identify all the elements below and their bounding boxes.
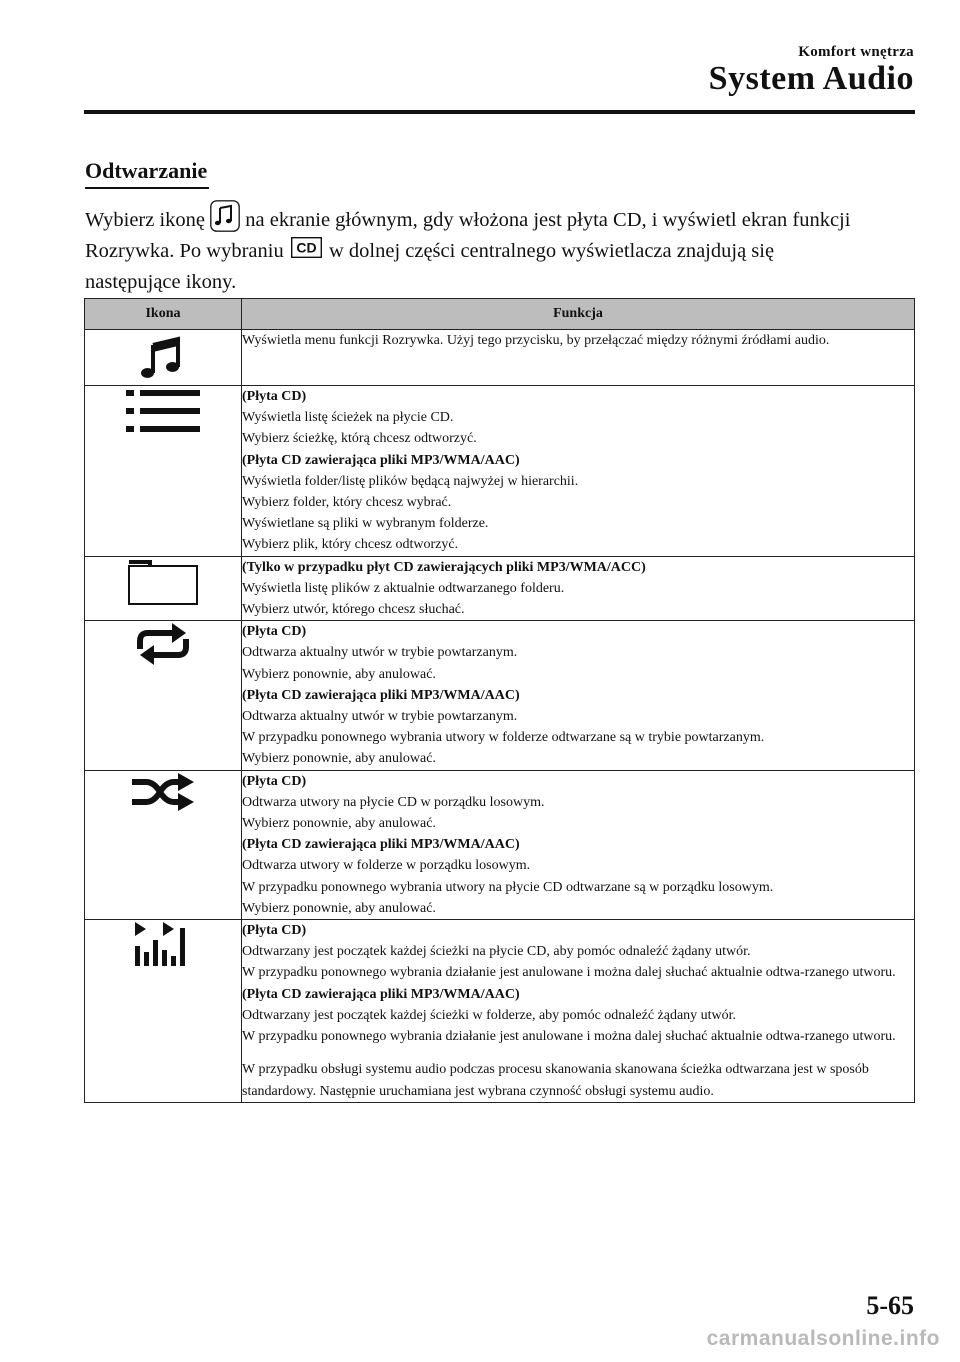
icon-column-header: Ikona: [85, 299, 242, 330]
music-note-icon: [138, 330, 188, 380]
description-cell: [242, 770, 915, 919]
table-row: [85, 770, 915, 919]
shuffle-icon: [128, 771, 198, 815]
intro-text-2a: Rozrywka. Po wybraniu: [85, 240, 289, 262]
description-cell: [242, 920, 915, 1103]
description-line: Wybierz utwór, którego chcesz słuchać.: [242, 602, 465, 618]
section-title: Odtwarzanie: [85, 158, 208, 183]
table-row: [85, 386, 915, 557]
watermark: carmanualsonline.info: [706, 1327, 940, 1350]
description-line: Wyświetla listę ścieżek na płycie CD.: [242, 410, 454, 426]
description-line: Wybierz ponownie, aby anulować.: [242, 900, 436, 916]
music-note-inline-icon: [210, 200, 240, 232]
repeat-icon: [130, 621, 196, 667]
description-heading: (Płyta CD zawierająca pliki MP3/WMA/AAC): [242, 986, 520, 1002]
header-rule: [84, 110, 915, 114]
description-line: W przypadku ponownego wybrania działanie jest anulowane i można dalej słuchać aktualnie odtwa-rzanego utworu.: [242, 1029, 896, 1045]
icon-cell: [85, 556, 242, 621]
description-line: Wybierz ponownie, aby anulować.: [242, 751, 436, 767]
description-cell: [242, 386, 915, 557]
description-heading: (Tylko w przypadku płyt CD zawierających pliki MP3/WMA/ACC): [242, 559, 646, 575]
intro-text-3: następujące ikony.: [85, 271, 237, 293]
description-line: Odtwarzany jest początek każdej ścieżki w folderze, aby pomóc odnaleźć żądany utwór.: [242, 1007, 737, 1023]
intro-text-2b: w dolnej części centralnego wyświetlacza znajdują się: [323, 240, 775, 262]
description-line: Wyświetla menu funkcji Rozrywka. Użyj tego przycisku, by przełączać między różnymi źródłami audio.: [242, 333, 830, 348]
table-row: [85, 920, 915, 1103]
description-heading: (Płyta CD): [242, 773, 307, 789]
table-row: [85, 556, 915, 621]
intro-text-1a: Wybierz ikonę: [85, 209, 211, 231]
table-row: [85, 621, 915, 770]
icon-cell: [85, 621, 242, 770]
chapter-subtitle: Komfort wnętrza: [798, 44, 914, 60]
scan-note: W przypadku obsługi systemu audio podczas procesu skanowania skanowana ścieżka odtwarzana jest w sposób standardowy. Następnie uruchamiana jest wybrana czynność obsługi systemu audio.: [242, 1062, 869, 1099]
description-line: W przypadku ponownego wybrania działanie jest anulowane i można dalej słuchać aktualnie odtwa-rzanego utworu.: [242, 965, 896, 981]
icon-cell: [85, 770, 242, 919]
cd-inline-icon: [291, 237, 322, 258]
description-line: Wyświetlane są pliki w wybranym folderze.: [242, 516, 489, 532]
description-line: Wybierz ścieżkę, którą chcesz odtworzyć.: [242, 431, 477, 447]
description-heading: (Płyta CD zawierająca pliki MP3/WMA/AAC): [242, 452, 520, 468]
description-cell: [242, 621, 915, 770]
intro-text-1b: na ekranie głównym, gdy włożona jest płyta CD, i wyświetl ekran funkcji: [240, 209, 851, 231]
description-line: Wybierz folder, który chcesz wybrać.: [242, 495, 452, 511]
section-title-underline: [85, 187, 209, 189]
scan-icon: [133, 920, 193, 968]
function-table: [84, 298, 915, 1103]
icon-cell: [85, 330, 242, 386]
chapter-title: System Audio: [708, 60, 914, 97]
table-row: [85, 330, 915, 386]
function-column-header: Funkcja: [242, 299, 915, 330]
description-line: Wybierz ponownie, aby anulować.: [242, 666, 436, 682]
page-number: 5-65: [866, 1291, 914, 1320]
description-line: Odtwarza aktualny utwór w trybie powtarzanym.: [242, 645, 518, 661]
description-heading: (Płyta CD): [242, 923, 307, 939]
list-icon: [122, 386, 204, 436]
description-heading: (Płyta CD): [242, 389, 307, 404]
description-line: W przypadku ponownego wybrania utwory na płycie CD odtwarzane są w porządku losowym.: [242, 879, 774, 895]
intro-paragraph: [85, 200, 920, 298]
cd-icon-label: CD: [296, 239, 317, 256]
description-heading: (Płyta CD zawierająca pliki MP3/WMA/AAC): [242, 687, 520, 703]
description-cell: [242, 330, 915, 386]
description-line: Odtwarza utwory w folderze w porządku losowym.: [242, 858, 531, 874]
description-line: Odtwarza aktualny utwór w trybie powtarzanym.: [242, 709, 518, 725]
description-line: Odtwarza utwory na płycie CD w porządku losowym.: [242, 794, 545, 810]
icon-cell: [85, 386, 242, 557]
description-line: Odtwarzany jest początek każdej ścieżki na płycie CD, aby pomóc odnaleźć żądany utwór.: [242, 944, 751, 960]
description-line: W przypadku ponownego wybrania utwory w folderze odtwarzane są w trybie powtarzanym.: [242, 730, 765, 746]
icon-cell: [85, 920, 242, 1103]
description-line: Wybierz plik, który chcesz odtworzyć.: [242, 537, 459, 553]
description-line: Wyświetla folder/listę plików będącą najwyżej w hierarchii.: [242, 473, 579, 489]
description-line: Wybierz ponownie, aby anulować.: [242, 816, 436, 832]
folder-icon: [126, 557, 200, 607]
description-cell: [242, 556, 915, 621]
description-heading: (Płyta CD zawierająca pliki MP3/WMA/AAC): [242, 837, 520, 853]
description-heading: (Płyta CD): [242, 624, 307, 640]
description-line: Wyświetla listę plików z aktualnie odtwarzanego folderu.: [242, 580, 565, 596]
